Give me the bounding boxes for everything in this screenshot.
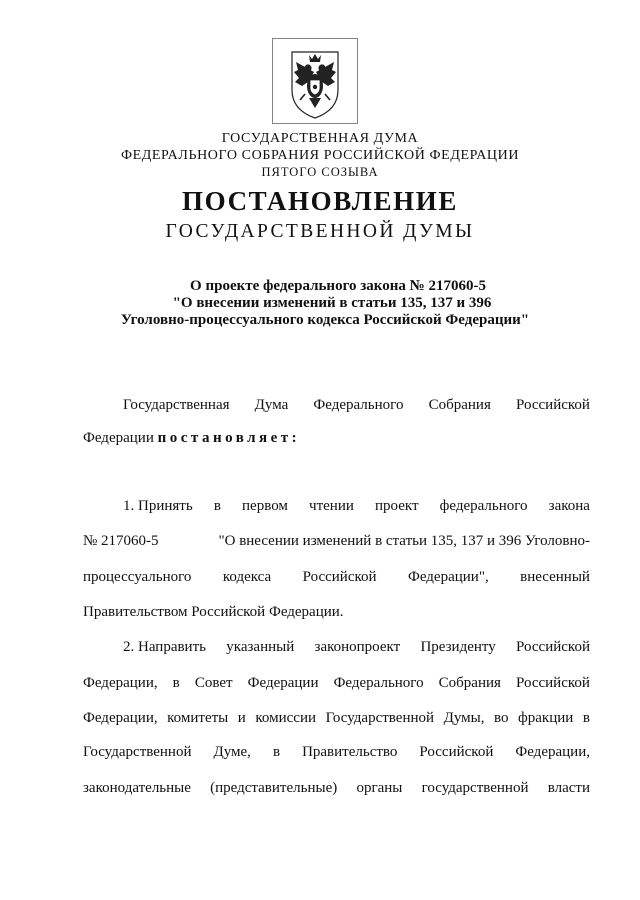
word: кодекса: [222, 569, 272, 585]
document-title: ПОСТАНОВЛЕНИЕ: [182, 186, 458, 216]
word: власти: [547, 780, 590, 796]
item2-line-4: [83, 742, 590, 762]
subject-line-1: О проекте федерального закона № 217060-5: [190, 278, 486, 294]
word: 2. Направить: [123, 639, 206, 655]
word: Дума: [254, 397, 289, 413]
word: федерального: [439, 498, 528, 514]
word: в: [272, 744, 281, 760]
word: Думы,: [443, 710, 485, 726]
word: 1. Принять: [123, 498, 193, 514]
word: в: [213, 498, 221, 514]
item2-line-1: [123, 637, 590, 657]
word: и: [237, 710, 246, 726]
word: Государственной: [325, 710, 435, 726]
item1-line-3: [83, 567, 590, 587]
word: проект: [375, 498, 419, 514]
preamble-line-2: [83, 428, 300, 448]
word: Федерации,: [83, 675, 158, 691]
word: Российской: [419, 744, 494, 760]
subject-line-3: Уголовно-процессуального кодекса Российской Федерации": [120, 312, 530, 328]
preamble-line-1: [123, 395, 590, 415]
word: Государственной: [83, 744, 192, 760]
word: (представительные): [210, 780, 338, 796]
item2-line-3: [83, 708, 590, 728]
word: Совет: [194, 675, 233, 691]
word: во: [494, 710, 509, 726]
word: Федерального: [333, 675, 424, 691]
word: процессуального: [83, 569, 192, 585]
word: органы: [356, 780, 403, 796]
org-line-2: ФЕДЕРАЛЬНОГО СОБРАНИЯ РОССИЙСКОЙ ФЕДЕРАЦИИ: [120, 148, 520, 163]
word: в: [172, 675, 180, 691]
word: внесенный: [520, 569, 590, 585]
org-line-1: ГОСУДАРСТВЕННАЯ ДУМА: [221, 131, 419, 146]
word: "О внесении изменений в статьи 135, 137 и 396 Уголовно-: [218, 533, 590, 549]
word: Российской: [516, 639, 590, 655]
word: в: [582, 710, 590, 726]
subject-line-2: "О внесении изменений в статьи 135, 137 и 396: [172, 295, 492, 311]
coat-of-arms-icon: [272, 38, 358, 124]
preamble-text: Федерации: [83, 430, 158, 446]
word: Думе,: [213, 744, 251, 760]
word: Государственная: [123, 397, 230, 413]
item2-line-5: [83, 778, 590, 798]
word: фракции: [518, 710, 574, 726]
word: комитеты: [167, 710, 229, 726]
item2-line-2: [83, 673, 590, 693]
org-line-3: ПЯТОГО СОЗЫВА: [261, 165, 379, 179]
word: законопроект: [314, 639, 401, 655]
word: указанный: [226, 639, 295, 655]
item1-line-1: [123, 496, 590, 516]
word: Федерального: [313, 397, 404, 413]
word: Собрания: [428, 397, 491, 413]
word: законодательные: [83, 780, 191, 796]
word: Российской: [516, 397, 590, 413]
item1-line-4: Правительством Российской Федерации.: [83, 604, 344, 620]
word: Президенту: [420, 639, 496, 655]
word: Федерации: [247, 675, 319, 691]
word: Российской: [302, 569, 377, 585]
word: государственной: [421, 780, 529, 796]
word: комиссии: [255, 710, 317, 726]
word: Правительство: [302, 744, 398, 760]
document-subtitle: ГОСУДАРСТВЕННОЙ ДУМЫ: [165, 221, 475, 242]
resolves-word: постановляет:: [157, 430, 301, 446]
word: Российской: [516, 675, 590, 691]
word: первом: [242, 498, 288, 514]
word: № 217060-5: [83, 533, 159, 549]
word: чтении: [309, 498, 354, 514]
word: Федерации",: [407, 569, 489, 585]
word: Федерации,: [83, 710, 158, 726]
word: Федерации,: [515, 744, 590, 760]
item1-line-2: [83, 531, 590, 551]
word: Собрания: [438, 675, 501, 691]
word: закона: [548, 498, 590, 514]
